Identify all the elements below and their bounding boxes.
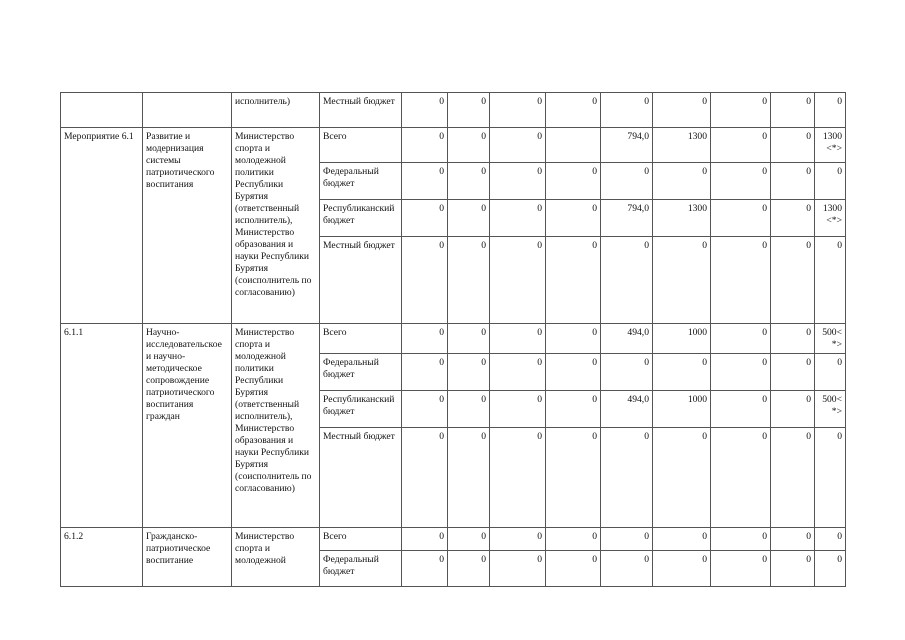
cell-value: 0 xyxy=(771,128,815,163)
cell-value: 0 xyxy=(711,551,771,587)
cell-value: 0 xyxy=(490,128,546,163)
cell-value: 0 xyxy=(402,551,448,587)
cell-value: 0 xyxy=(815,528,846,551)
cell-value: 0 xyxy=(771,163,815,200)
cell-value: 794,0 xyxy=(601,200,653,237)
cell-title: Гражданско-патриотическое воспитание xyxy=(143,528,232,587)
cell-source: Федеральный бюджет xyxy=(320,354,402,391)
cell-activity: Мероприятие 6.1 xyxy=(61,128,143,324)
cell-value: 0 xyxy=(653,354,711,391)
cell-value: 0 xyxy=(490,391,546,428)
cell-value: 0 xyxy=(653,237,711,324)
cell-value: 0 xyxy=(546,528,601,551)
cell-value: 0 xyxy=(601,528,653,551)
cell-value: 0 xyxy=(402,200,448,237)
cell-value: 0 xyxy=(546,428,601,528)
cell-value: 0 xyxy=(653,551,711,587)
cell-value: 0 xyxy=(711,528,771,551)
cell-value: 1300<*> xyxy=(815,128,846,163)
cell-value: 0 xyxy=(448,237,490,324)
cell-value: 0 xyxy=(711,428,771,528)
cell-value: 0 xyxy=(771,551,815,587)
cell-value: 0 xyxy=(448,128,490,163)
cell-value: 0 xyxy=(771,528,815,551)
cell-value: 0 xyxy=(546,93,601,128)
cell-value: 0 xyxy=(711,237,771,324)
cell-value: 0 xyxy=(448,551,490,587)
cell-value: 0 xyxy=(402,324,448,354)
cell-activity: 6.1.2 xyxy=(61,528,143,587)
cell-value: 494,0 xyxy=(601,324,653,354)
cell-value: 0 xyxy=(402,163,448,200)
table-row xyxy=(61,128,846,163)
cell-value: 500<*> xyxy=(815,391,846,428)
cell-value: 0 xyxy=(546,237,601,324)
cell-value xyxy=(546,128,601,163)
cell-value: 0 xyxy=(711,93,771,128)
cell-value: 0 xyxy=(490,551,546,587)
cell-value: 0 xyxy=(490,237,546,324)
cell-value: 0 xyxy=(490,163,546,200)
cell-source: Республиканский бюджет xyxy=(320,200,402,237)
cell-value: 0 xyxy=(601,93,653,128)
cell-source: Местный бюджет xyxy=(320,93,402,128)
cell-value: 0 xyxy=(402,354,448,391)
cell-source: Всего xyxy=(320,324,402,354)
cell-value: 0 xyxy=(448,200,490,237)
cell-value: 0 xyxy=(601,551,653,587)
cell-value: 0 xyxy=(711,391,771,428)
cell-value: 0 xyxy=(490,93,546,128)
cell-value: 0 xyxy=(490,200,546,237)
cell-source: Местный бюджет xyxy=(320,237,402,324)
cell-value: 0 xyxy=(490,324,546,354)
cell-value: 0 xyxy=(402,391,448,428)
cell-source: Всего xyxy=(320,528,402,551)
cell-value: 1300 xyxy=(653,128,711,163)
cell-value: 0 xyxy=(490,354,546,391)
cell-value: 0 xyxy=(711,354,771,391)
cell-value: 0 xyxy=(653,93,711,128)
cell-value: 0 xyxy=(815,163,846,200)
cell-value: 0 xyxy=(546,324,601,354)
cell-value: 0 xyxy=(771,428,815,528)
cell-title: Развитие и модернизация системы патриотического воспитания xyxy=(143,128,232,324)
cell-value: 0 xyxy=(601,354,653,391)
cell-source: Федеральный бюджет xyxy=(320,551,402,587)
cell-value: 0 xyxy=(815,237,846,324)
cell-value: 0 xyxy=(815,551,846,587)
cell-activity: 6.1.1 xyxy=(61,324,143,528)
cell-value: 0 xyxy=(448,354,490,391)
cell-source: Республиканский бюджет xyxy=(320,391,402,428)
cell-source: Всего xyxy=(320,128,402,163)
cell-activity xyxy=(61,93,143,128)
cell-value: 0 xyxy=(771,200,815,237)
cell-value: 1000 xyxy=(653,391,711,428)
cell-value: 0 xyxy=(546,551,601,587)
cell-value: 0 xyxy=(711,163,771,200)
cell-executor: исполнитель) xyxy=(232,93,320,128)
cell-value: 0 xyxy=(815,93,846,128)
cell-title: Научно-исследовательское и научно-методическое сопровождение патриотического воспитания граждан xyxy=(143,324,232,528)
cell-value: 0 xyxy=(711,200,771,237)
cell-value: 0 xyxy=(490,428,546,528)
cell-value: 0 xyxy=(546,200,601,237)
cell-source: Местный бюджет xyxy=(320,428,402,528)
cell-value: 0 xyxy=(402,128,448,163)
cell-value: 0 xyxy=(448,324,490,354)
cell-value: 0 xyxy=(711,324,771,354)
budget-table xyxy=(60,92,846,587)
cell-value: 494,0 xyxy=(601,391,653,428)
cell-value: 0 xyxy=(653,428,711,528)
cell-value: 1300 xyxy=(653,200,711,237)
cell-value: 0 xyxy=(601,428,653,528)
cell-value: 0 xyxy=(402,528,448,551)
cell-value: 0 xyxy=(711,128,771,163)
cell-value: 0 xyxy=(402,428,448,528)
cell-title xyxy=(143,93,232,128)
cell-value: 0 xyxy=(653,528,711,551)
cell-value: 0 xyxy=(815,354,846,391)
cell-value: 0 xyxy=(771,391,815,428)
cell-executor: Министерство спорта и молодежной xyxy=(232,528,320,587)
cell-value: 0 xyxy=(448,163,490,200)
cell-value: 500<*> xyxy=(815,324,846,354)
cell-value: 0 xyxy=(771,93,815,128)
cell-executor: Министерство спорта и молодежной политики Республики Бурятия (ответственный исполнитель), Министерство образования и науки Республики Бурятия (соисполнитель по согласованию) xyxy=(232,128,320,324)
cell-value: 0 xyxy=(601,163,653,200)
cell-value: 0 xyxy=(546,354,601,391)
table-row xyxy=(61,528,846,551)
cell-value: 0 xyxy=(490,528,546,551)
table-row xyxy=(61,324,846,354)
cell-value: 1000 xyxy=(653,324,711,354)
cell-executor: Министерство спорта и молодежной политики Республики Бурятия (ответственный исполнитель), Министерство образования и науки Республики Бурятия (соисполнитель по согласованию) xyxy=(232,324,320,528)
cell-value: 0 xyxy=(402,237,448,324)
cell-value: 794,0 xyxy=(601,128,653,163)
cell-value: 0 xyxy=(771,354,815,391)
cell-value: 0 xyxy=(448,528,490,551)
cell-value: 0 xyxy=(448,391,490,428)
cell-value: 0 xyxy=(402,93,448,128)
cell-value: 0 xyxy=(448,93,490,128)
table-row xyxy=(61,93,846,128)
cell-source: Федеральный бюджет xyxy=(320,163,402,200)
cell-value: 0 xyxy=(601,237,653,324)
cell-value: 0 xyxy=(771,237,815,324)
cell-value: 0 xyxy=(546,391,601,428)
cell-value: 0 xyxy=(815,428,846,528)
cell-value: 0 xyxy=(546,163,601,200)
cell-value: 0 xyxy=(771,324,815,354)
cell-value: 0 xyxy=(448,428,490,528)
cell-value: 1300<*> xyxy=(815,200,846,237)
cell-value: 0 xyxy=(653,163,711,200)
